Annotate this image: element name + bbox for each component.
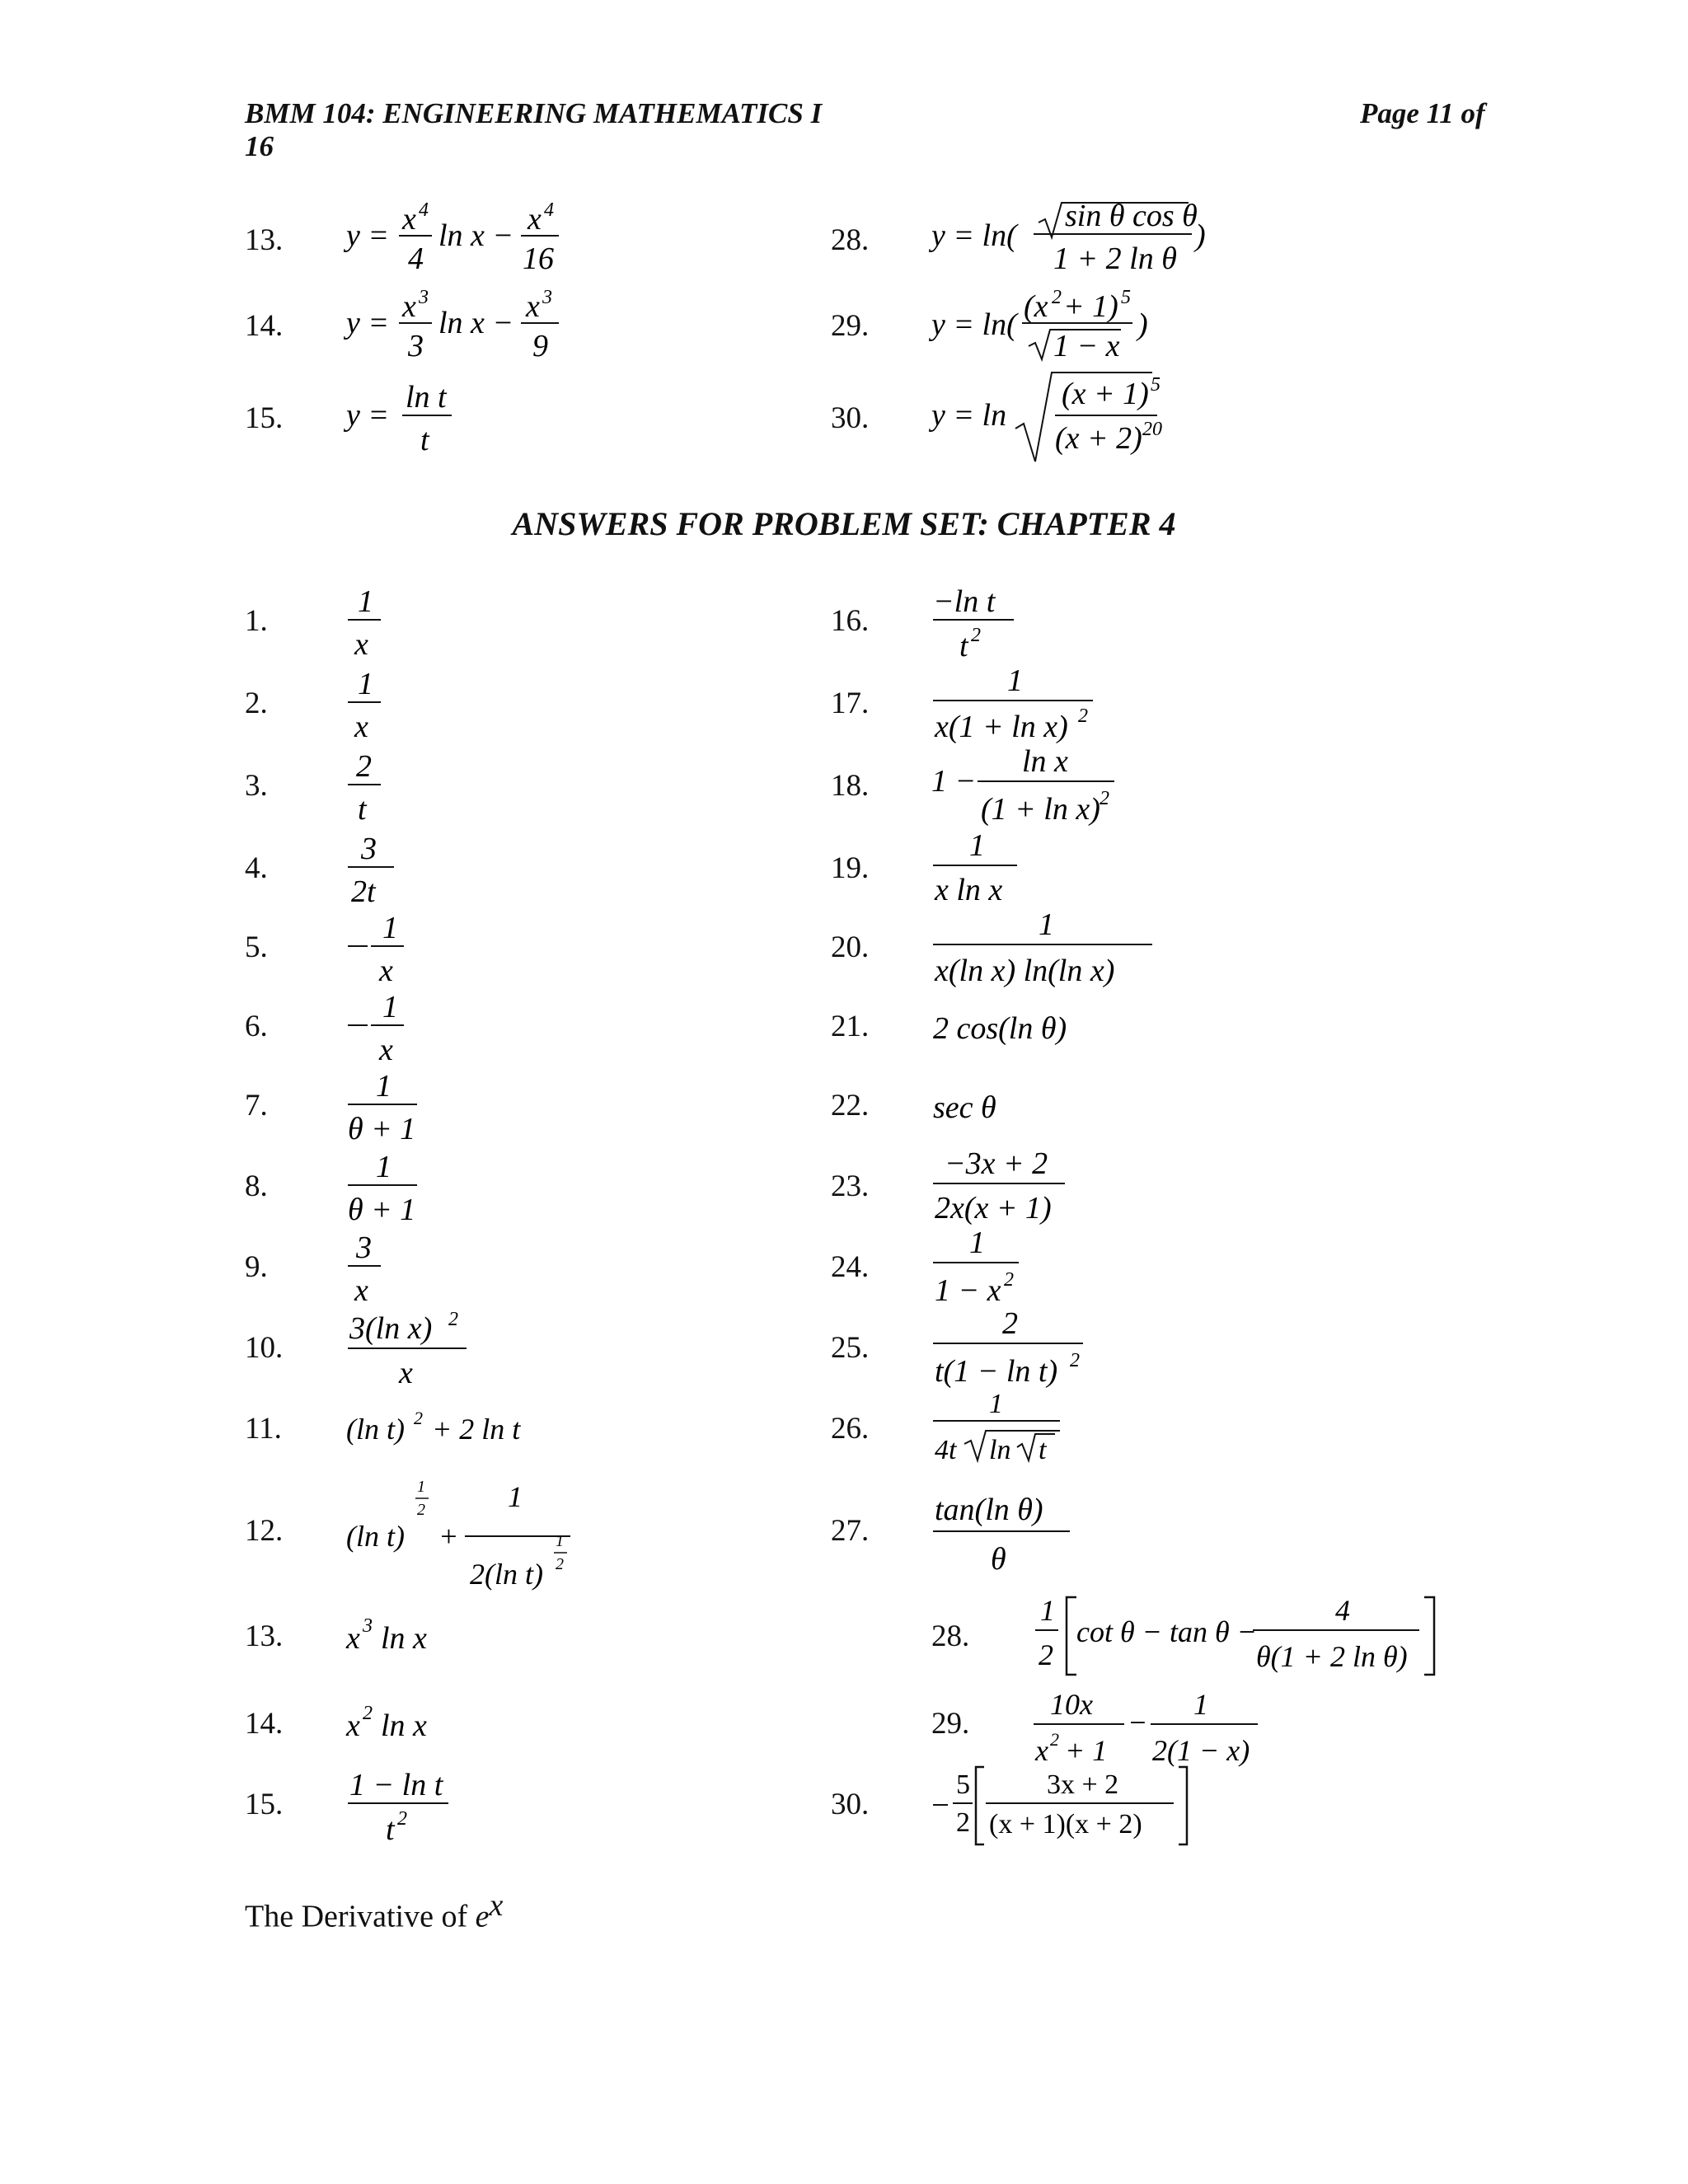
svg-text:1 − ln t: 1 − ln t — [349, 1768, 443, 1802]
svg-text:2x(x + 1): 2x(x + 1) — [935, 1191, 1052, 1226]
svg-text:(x + 1)(x + 2): (x + 1)(x + 2) — [989, 1809, 1142, 1840]
svg-text:t: t — [386, 1812, 395, 1847]
svg-text:(x + 2): (x + 2) — [1055, 421, 1142, 456]
page-number: Page 11 of — [1360, 97, 1485, 129]
svg-text:1: 1 — [417, 1478, 425, 1496]
svg-text:tan(ln θ): tan(ln θ) — [935, 1493, 1043, 1527]
svg-text:x: x — [399, 1356, 413, 1390]
svg-text:4: 4 — [544, 199, 554, 221]
svg-text:4: 4 — [1335, 1594, 1350, 1627]
svg-text:+ 1): + 1) — [1063, 289, 1118, 324]
answer-number-9: 9. — [245, 1250, 268, 1284]
problem-number-30: 30. — [831, 401, 870, 435]
svg-text:2: 2 — [556, 1555, 564, 1573]
svg-text:x: x — [354, 627, 368, 662]
problem-number-14: 14. — [245, 309, 284, 343]
svg-text:3x + 2: 3x + 2 — [1047, 1769, 1119, 1800]
svg-text:2: 2 — [1078, 705, 1088, 727]
answer-number-3: 3. — [245, 769, 268, 803]
svg-text:20: 20 — [1142, 419, 1162, 440]
answer-number-10: 10. — [245, 1331, 284, 1365]
svg-text:(ln t): (ln t) — [346, 1413, 405, 1446]
svg-text:3(ln x): 3(ln x) — [349, 1311, 433, 1346]
answer-23-formula — [931, 1142, 1080, 1230]
answer-number-14: 14. — [245, 1707, 284, 1741]
svg-text:t: t — [420, 423, 429, 457]
svg-text:−: − — [1128, 1706, 1148, 1739]
answer-number-23: 23. — [831, 1169, 870, 1203]
answer-15-formula — [346, 1767, 462, 1852]
problem-29-formula — [931, 285, 1179, 373]
svg-text:2: 2 — [363, 1703, 373, 1724]
answer-4-formula — [346, 831, 412, 916]
answer-26-formula — [931, 1386, 1080, 1474]
svg-text:(x: (x — [1024, 289, 1048, 324]
svg-text:2: 2 — [1050, 1729, 1059, 1750]
answer-number-13: 13. — [245, 1619, 284, 1653]
problem-number-13: 13. — [245, 223, 284, 257]
svg-text:5: 5 — [1121, 287, 1131, 308]
svg-text:10x: 10x — [1050, 1688, 1093, 1721]
answer-number-6: 6. — [245, 1010, 268, 1043]
svg-text:2: 2 — [971, 625, 981, 646]
svg-text:x: x — [526, 289, 540, 324]
svg-text:y = ln(: y = ln( — [931, 218, 1017, 253]
answer-number-16: 16. — [831, 604, 870, 638]
svg-text:2 cos(ln θ): 2 cos(ln θ) — [933, 1011, 1067, 1046]
svg-text:y =: y = — [346, 306, 390, 340]
svg-text:x: x — [354, 710, 368, 744]
answer-number-29: 29. — [931, 1707, 970, 1741]
answer-19-formula — [931, 827, 1030, 912]
problem-15-formula — [346, 377, 511, 466]
svg-text:x(ln x) ln(ln x): x(ln x) ln(ln x) — [935, 954, 1115, 988]
answer-16-formula — [931, 583, 1030, 668]
answer-number-30: 30. — [831, 1788, 870, 1821]
derivative-heading-base: e — [475, 1899, 490, 1934]
answer-number-28: 28. — [931, 1619, 970, 1653]
svg-text:1 − x: 1 − x — [935, 1273, 1001, 1308]
svg-text:1: 1 — [1193, 1688, 1208, 1721]
svg-text:x: x — [346, 1708, 360, 1743]
answer-1-formula — [346, 583, 396, 668]
svg-text:θ: θ — [991, 1542, 1006, 1577]
svg-text:θ + 1: θ + 1 — [348, 1193, 416, 1227]
course-title: BMM 104: ENGINEERING MATHEMATICS I — [245, 97, 823, 129]
answer-27-formula — [931, 1487, 1080, 1583]
svg-text:4: 4 — [419, 199, 429, 221]
svg-text:y =: y = — [346, 218, 390, 253]
svg-text:ln x: ln x — [381, 1621, 427, 1656]
svg-text:y = ln: y = ln — [931, 398, 1007, 433]
svg-text:3: 3 — [363, 1615, 373, 1637]
svg-text:+ 2 ln t: + 2 ln t — [432, 1413, 521, 1446]
svg-text:x: x — [354, 1273, 368, 1308]
svg-text:+ 1: + 1 — [1065, 1734, 1108, 1767]
svg-text:2: 2 — [448, 1309, 458, 1330]
svg-text:ln x: ln x — [1022, 744, 1068, 779]
svg-text:): ) — [1137, 307, 1148, 342]
answer-12-formula — [346, 1472, 593, 1601]
svg-text:x: x — [379, 1033, 393, 1067]
problem-number-15: 15. — [245, 401, 284, 435]
answer-14-formula — [346, 1701, 478, 1753]
svg-text:x: x — [379, 954, 393, 988]
svg-text:x: x — [1035, 1734, 1048, 1767]
course-title-continued: 16 — [245, 130, 274, 162]
problem-number-28: 28. — [831, 223, 870, 257]
svg-text:2(1 − x): 2(1 − x) — [1152, 1734, 1250, 1767]
svg-text:x: x — [346, 1621, 360, 1656]
answer-number-24: 24. — [831, 1250, 870, 1284]
answer-7-formula — [346, 1068, 429, 1153]
answer-number-5: 5. — [245, 930, 268, 964]
svg-text:2: 2 — [1004, 1269, 1014, 1291]
svg-text:1: 1 — [556, 1532, 564, 1550]
svg-text:ln x: ln x — [381, 1708, 427, 1743]
svg-text:−3x + 2: −3x + 2 — [945, 1146, 1048, 1181]
svg-text:1: 1 — [382, 990, 398, 1024]
svg-text:1 − x: 1 − x — [1053, 329, 1120, 363]
svg-text:1: 1 — [508, 1480, 523, 1513]
svg-text:(x + 1): (x + 1) — [1062, 377, 1149, 411]
svg-text:1: 1 — [376, 1150, 392, 1184]
svg-text:x: x — [402, 289, 416, 324]
svg-text:2: 2 — [1070, 1350, 1080, 1371]
answer-25-formula — [931, 1305, 1096, 1394]
answer-number-20: 20. — [831, 930, 870, 964]
svg-text:9: 9 — [532, 329, 548, 363]
answer-28-formula — [1030, 1591, 1459, 1687]
svg-text:θ + 1: θ + 1 — [348, 1112, 416, 1146]
answer-29-formula — [1030, 1686, 1294, 1774]
svg-text:5: 5 — [956, 1769, 970, 1800]
answer-number-2: 2. — [245, 687, 268, 720]
svg-text:2: 2 — [356, 749, 372, 784]
svg-text:sec θ: sec θ — [933, 1090, 996, 1125]
answer-13-formula — [346, 1614, 478, 1666]
svg-text:2: 2 — [1002, 1306, 1018, 1341]
svg-text:1: 1 — [989, 1389, 1003, 1419]
answer-18-formula — [931, 743, 1129, 832]
svg-text:2: 2 — [417, 1501, 425, 1519]
svg-text:2t: 2t — [351, 874, 376, 909]
svg-text:1: 1 — [376, 1069, 392, 1104]
svg-text:1: 1 — [969, 1226, 985, 1260]
answer-number-1: 1. — [245, 604, 268, 638]
answer-17-formula — [931, 663, 1113, 751]
svg-text:1: 1 — [969, 828, 985, 863]
svg-text:5: 5 — [1151, 374, 1160, 396]
answer-21-formula — [933, 1004, 1114, 1056]
svg-text:t: t — [358, 792, 367, 827]
answer-10-formula — [346, 1310, 478, 1395]
svg-text:cot θ − tan θ −: cot θ − tan θ − — [1076, 1615, 1257, 1648]
answer-5-formula — [346, 910, 420, 995]
derivative-heading-exponent: x — [489, 1888, 504, 1923]
svg-text:y =: y = — [346, 398, 390, 433]
problem-number-29: 29. — [831, 309, 870, 343]
answer-30-formula — [931, 1762, 1212, 1858]
svg-text:1: 1 — [1007, 663, 1023, 698]
answer-number-18: 18. — [831, 769, 870, 803]
svg-text:2: 2 — [414, 1408, 423, 1428]
answer-number-22: 22. — [831, 1089, 870, 1122]
svg-text:x: x — [402, 202, 416, 237]
answer-number-12: 12. — [245, 1514, 284, 1548]
svg-text:ln t: ln t — [406, 380, 447, 415]
answer-number-26: 26. — [831, 1412, 870, 1446]
answer-number-8: 8. — [245, 1169, 268, 1203]
svg-text:2: 2 — [1039, 1638, 1053, 1671]
svg-text:1: 1 — [1039, 907, 1054, 942]
svg-text:1: 1 — [382, 911, 398, 945]
svg-text:4: 4 — [408, 241, 424, 276]
svg-text:sin θ cos θ: sin θ cos θ — [1065, 199, 1198, 233]
svg-text:3: 3 — [542, 287, 552, 308]
answer-number-17: 17. — [831, 687, 870, 720]
svg-text:3: 3 — [361, 832, 377, 866]
svg-text:1: 1 — [358, 667, 373, 701]
answer-number-19: 19. — [831, 851, 870, 885]
svg-text:θ(1 + 2 ln θ): θ(1 + 2 ln θ) — [1256, 1640, 1408, 1673]
svg-text:+: + — [438, 1520, 459, 1553]
svg-text:2: 2 — [956, 1807, 970, 1838]
svg-text:2: 2 — [1052, 287, 1062, 308]
svg-text:−ln t: −ln t — [933, 584, 996, 619]
answer-number-11: 11. — [245, 1412, 282, 1446]
svg-text:1 −: 1 − — [931, 764, 977, 799]
answer-number-15: 15. — [245, 1788, 284, 1821]
svg-text:y = ln(: y = ln( — [931, 307, 1017, 342]
problem-30-formula — [931, 369, 1179, 474]
svg-text:ln x −: ln x − — [438, 218, 514, 253]
svg-text:x(1 + ln x): x(1 + ln x) — [935, 710, 1068, 744]
svg-text:(1 + ln x): (1 + ln x) — [981, 792, 1100, 827]
svg-text:3: 3 — [356, 1230, 372, 1265]
svg-text:x ln x: x ln x — [935, 873, 1003, 907]
answer-6-formula — [346, 989, 420, 1074]
answer-9-formula — [346, 1230, 396, 1315]
answer-11-formula — [346, 1406, 544, 1458]
problem-14-formula — [346, 287, 593, 375]
answer-22-formula — [933, 1083, 1032, 1135]
svg-text:t: t — [959, 629, 968, 663]
answer-number-27: 27. — [831, 1514, 870, 1548]
answer-2-formula — [346, 666, 396, 751]
svg-text:(ln t): (ln t) — [346, 1520, 405, 1553]
svg-text:2: 2 — [397, 1808, 407, 1830]
answer-number-21: 21. — [831, 1010, 870, 1043]
svg-text:ln x −: ln x − — [438, 306, 514, 340]
svg-text:1 + 2 ln θ: 1 + 2 ln θ — [1053, 241, 1177, 276]
section-title: ANSWERS FOR PROBLEM SET: CHAPTER 4 — [512, 505, 1176, 542]
answer-20-formula — [931, 907, 1162, 995]
svg-text:3: 3 — [408, 329, 424, 363]
derivative-heading — [245, 1887, 503, 1935]
svg-text:1: 1 — [1040, 1594, 1055, 1627]
answer-8-formula — [346, 1149, 429, 1234]
answer-number-4: 4. — [245, 851, 268, 885]
answer-number-25: 25. — [831, 1331, 870, 1365]
svg-text:3: 3 — [419, 287, 429, 308]
svg-text:2(ln t): 2(ln t) — [470, 1558, 543, 1591]
answer-24-formula — [931, 1225, 1039, 1313]
svg-text:t: t — [1039, 1435, 1047, 1465]
svg-text:4t: 4t — [935, 1435, 957, 1465]
svg-text:): ) — [1195, 218, 1206, 253]
answer-number-7: 7. — [245, 1089, 268, 1122]
svg-text:1: 1 — [358, 584, 373, 619]
problem-13-formula — [346, 198, 593, 286]
derivative-heading-text: The Derivative of — [245, 1899, 468, 1934]
svg-text:ln: ln — [989, 1435, 1011, 1465]
svg-text:2: 2 — [1100, 788, 1109, 809]
svg-text:x: x — [528, 202, 542, 237]
problem-28-formula — [931, 198, 1245, 286]
svg-text:16: 16 — [523, 241, 554, 276]
svg-text:t(1 − ln t): t(1 − ln t) — [935, 1354, 1058, 1389]
answer-3-formula — [346, 748, 396, 833]
